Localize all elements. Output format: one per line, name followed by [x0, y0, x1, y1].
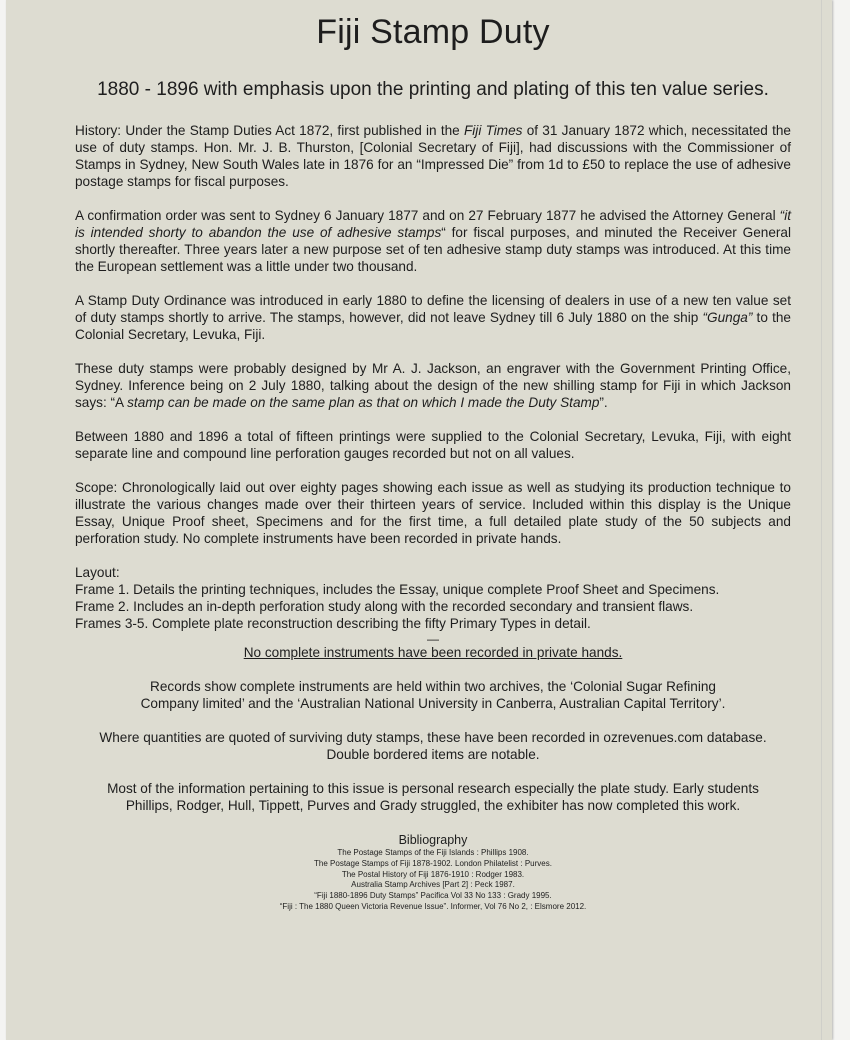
bibliography-title: Bibliography: [398, 833, 468, 847]
designed-text-1: These duty stamps were probably designed by Mr A. J. Jackson, an engraver with the Government Printing Office, Sydney. Inference being on 2 July 1880, talking about the design of the new shilling stamp for Fiji in which Jackson says: “A: [75, 361, 791, 410]
bibliography-item: The Postal History of Fiji 1876-1910 : Rodger 1983.: [341, 869, 525, 879]
page-title: Fiji Stamp Duty: [316, 13, 550, 51]
no-instruments-note: [75, 644, 791, 661]
bibliography-item: “Fiji 1880-1896 Duty Stamps” Pacifica Vol 33 No 133 : Grady 1995.: [314, 891, 552, 901]
designed-text-2: ”.: [599, 395, 608, 410]
history-text-1: History: Under the Stamp Duties Act 1872, first published in the: [75, 123, 464, 138]
history-italic: Fiji Times: [463, 123, 523, 138]
ordinance-paragraph: [75, 292, 791, 343]
frame-1-text: Frame 1. Details the printing techniques, includes the Essay, unique complete Proof Sheet and Specimens.: [75, 582, 720, 597]
records-line-2: Company limited’ and the ‘Australian National University in Canberra, Australian Capital Territory’.: [140, 696, 726, 711]
quantities-line-2: Double bordered items are notable.: [326, 747, 540, 762]
no-instruments-text: No complete instruments have been recorded in private hands.: [243, 645, 623, 660]
bibliography-item: The Postage Stamps of Fiji 1878-1902. London Philatelist : Purves.: [314, 858, 552, 868]
separator-dash: —: [427, 632, 439, 646]
bibliography-list: [75, 848, 791, 913]
ordinance-text-2: to the Colonial Secretary, Levuka, Fiji.: [75, 310, 791, 342]
history-text-2: of 31 January 1872 which, necessitated the use of duty stamps. Hon. Mr. J. B. Thurston, [Colonial Secretary of Fiji], had discussions with the Commissioner of Stamps in Sydney, New South Wales late in 1876 for an “Impressed Die” from 1d to £50 to replace the use of adhesive postage stamps for fiscal purposes.: [75, 123, 791, 189]
ordinance-italic: “Gunga”: [702, 310, 753, 325]
designed-italic: stamp can be made on the same plan as that on which I made the Duty Stamp: [127, 395, 600, 410]
confirmation-text-2: “ for fiscal purposes, and minuted the Receiver General shortly thereafter. Three years later a new purpose set of ten adhesive stamp duty stamps was introduced. At this time the European settlement was a little under two thousand.: [75, 225, 792, 274]
page-content: [75, 0, 791, 913]
designed-paragraph: [75, 360, 791, 411]
frame-2-text: Frame 2. Includes an in-depth perforation study along with the recorded secondary and transient flaws.: [75, 599, 694, 614]
scope-paragraph: Scope: Chronologically laid out over eighty pages showing each issue as well as studying its production technique to illustrate the various changes made over their thirteen years of service. Included within this display is the Unique Essay, Unique Proof sheet, Specimens and for the first time, a full detailed plate study of the 50 subjects and perforation study. No complete instruments have been recorded in private hands.: [75, 480, 791, 546]
confirmation-paragraph: [75, 207, 791, 275]
page-edge-line: [821, 0, 822, 1040]
frame-3-5-text: Frames 3-5. Complete plate reconstruction describing the fifty Primary Types in detail.: [75, 616, 591, 631]
bibliography-item: “Fiji : The 1880 Queen Victoria Revenue Issue”. Informer, Vol 76 No 2, : Elsmore 2012.: [279, 901, 587, 911]
bibliography-item: The Postage Stamps of the Fiji Islands : Phillips 1908.: [337, 848, 529, 857]
records-line-1: Records show complete instruments are held within two archives, the ‘Colonial Sugar Refining: [150, 679, 716, 694]
confirmation-italic: “it is intended shorty to abandon the use of adhesive stamps: [75, 208, 791, 240]
research-line-2: Phillips, Rodger, Hull, Tippett, Purves and Grady struggled, the exhibiter has now completed this work.: [125, 798, 741, 813]
confirmation-text-1: A confirmation order was sent to Sydney 6 January 1877 and on 27 February 1877 he advised the Attorney General: [75, 208, 780, 223]
bibliography-item: Australia Stamp Archives [Part 2] : Peck 1987.: [351, 880, 515, 890]
research-line-1: Most of the information pertaining to this issue is personal research especially the plate study. Early students: [107, 781, 759, 796]
exhibit-page: [6, 0, 832, 1040]
printings-paragraph: Between 1880 and 1896 a total of fifteen printings were supplied to the Colonial Secretary, Levuka, Fiji, with eight separate line and compound line perforation gauges recorded but not on all values.: [75, 429, 791, 461]
ordinance-text-1: A Stamp Duty Ordinance was introduced in early 1880 to define the licensing of dealers in use of a new ten value set of duty stamps shortly to arrive. The stamps, however, did not leave Sydney till 6 July 1880 on the ship: [75, 293, 791, 325]
layout-heading: Layout:: [75, 565, 120, 580]
page-subtitle: 1880 - 1896 with emphasis upon the printing and plating of this ten value series.: [97, 79, 769, 100]
quantities-line-1: Where quantities are quoted of surviving duty stamps, these have been recorded in ozrevenues.com database.: [99, 730, 767, 745]
history-paragraph: [75, 122, 791, 190]
